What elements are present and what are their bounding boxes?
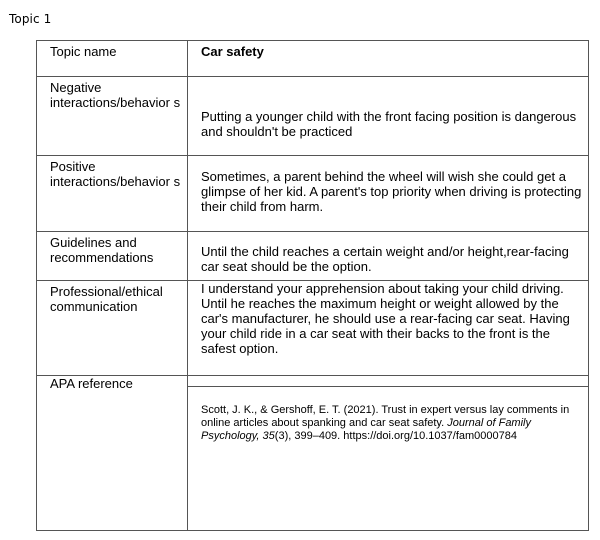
label-cell: [37, 376, 188, 531]
topic-heading: Topic 1: [9, 12, 52, 26]
guidelines-value: Until the child reaches a certain weight and/or height,rear-facing car seat should be the option.: [201, 244, 569, 274]
positive-value: Sometimes, a parent behind the wheel will wish she could get a glimpse of her kid. A parent's top priority when driving is protecting their child from harm.: [201, 169, 582, 214]
topic-table: [36, 40, 589, 531]
table-row-professional: [37, 281, 589, 376]
value-cell: [188, 281, 589, 376]
label-cell: [37, 281, 188, 376]
negative-label: Negative interactions/behavior s: [50, 80, 181, 110]
value-cell: [188, 232, 589, 281]
reference-journal: Journal of Family Psychology, 35: [201, 417, 531, 442]
apa-reference-text: [188, 387, 588, 443]
label-cell: [37, 232, 188, 281]
reference-issue-pages: (3), 399–409. https://doi.org/10.1037/fam0000784: [274, 430, 517, 442]
value-cell: [188, 376, 589, 531]
label-cell: [37, 41, 188, 77]
table-row-guidelines: [37, 232, 589, 281]
table-row-topic-name: [37, 41, 589, 77]
professional-value: I understand your apprehension about taking your child driving. Until he reaches the maximum height or weight allowed by the car's manufacturer, he should use a rear-facing car seat. Having your child ride in a car seat with their backs to the front is the safest option.: [201, 281, 570, 356]
value-cell: [188, 41, 589, 77]
table-row-apa: [37, 376, 589, 531]
guidelines-label: Guidelines and recommendations: [50, 235, 154, 265]
value-cell: [188, 77, 589, 156]
professional-label: Professional/ethical communication: [50, 284, 163, 314]
topic-name-value: Car safety: [201, 44, 264, 59]
positive-label: Positive interactions/behavior s: [50, 159, 181, 189]
topic-name-label: Topic name: [50, 44, 117, 59]
label-cell: [37, 156, 188, 232]
apa-label: APA reference: [50, 376, 133, 391]
reference-authors: Scott, J. K., & Gershoff, E. T. (2021). Trust in expert versus lay comments in online articles about spanking and car seat safety.: [201, 404, 570, 429]
value-cell: [188, 156, 589, 232]
label-cell: [37, 77, 188, 156]
table-row-negative: [37, 77, 589, 156]
table-row-positive: [37, 156, 589, 232]
negative-value: Putting a younger child with the front facing position is dangerous and shouldn't be practiced: [201, 109, 577, 139]
